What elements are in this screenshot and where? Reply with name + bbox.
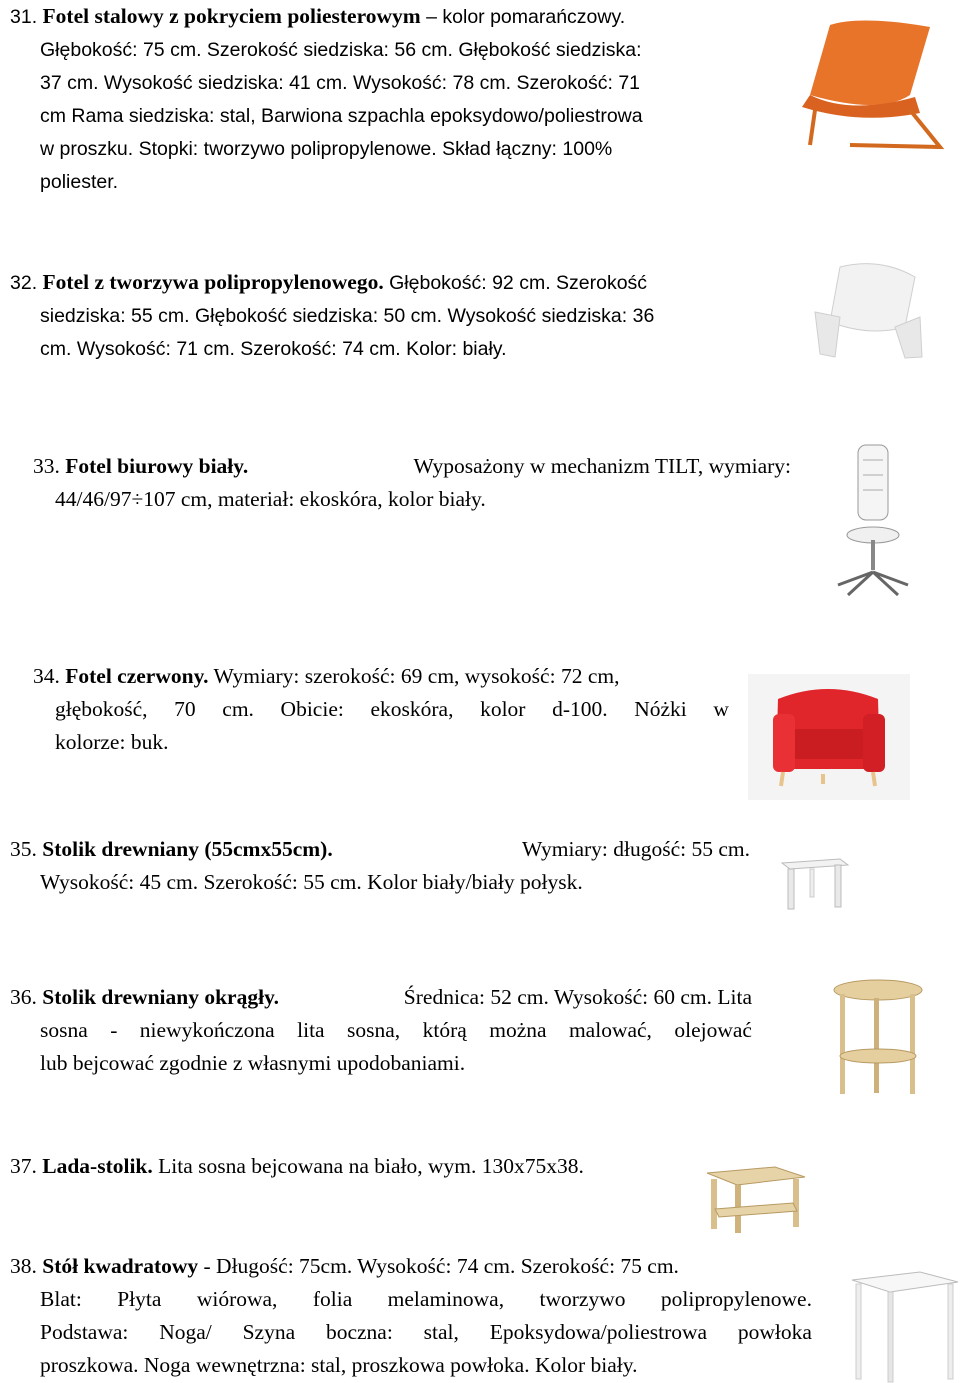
item-31 xyxy=(10,0,770,199)
item-36 xyxy=(10,981,752,1080)
item-number: 38. xyxy=(10,1254,37,1278)
item-34 xyxy=(33,660,729,759)
round-pine-table-image xyxy=(832,978,924,1098)
item-text-line: Wymiary: szerokość: 69 cm, wysokość: 72 cm, xyxy=(213,664,620,688)
item-text-line: lub bejcować zgodnie z własnymi upodobaniami. xyxy=(40,1051,466,1075)
item-32 xyxy=(10,266,790,366)
item-text-line: Podstawa: Noga/ Szyna boczna: stal, Epoksydowa/poliestrowa powłoka xyxy=(40,1320,812,1344)
item-number: 34. xyxy=(33,664,60,688)
item-text-line: siedziska: 55 cm. Głębokość siedziska: 50 cm. Wysokość siedziska: 36 xyxy=(40,305,655,327)
white-office-chair-image xyxy=(828,440,918,600)
item-text-line: kolorze: buk. xyxy=(55,730,169,754)
item-text-line: Wyposażony w mechanizm TILT, wymiary: xyxy=(413,454,791,478)
item-text-line: sosna - niewykończona lita sosna, którą można malować, olejować xyxy=(40,1018,752,1042)
item-title: Stolik drewniany (55cmx55cm). xyxy=(42,837,333,861)
item-text-line: Wymiary: długość: 55 cm. xyxy=(522,837,750,861)
item-33 xyxy=(33,450,791,516)
item-number: 35. xyxy=(10,837,37,861)
white-side-table-image xyxy=(780,855,850,910)
orange-armchair-image xyxy=(790,15,960,150)
item-text-line: w proszku. Stopki: tworzywo polipropylenowe. Skład łączny: 100% xyxy=(40,138,613,160)
item-title: Fotel biurowy biały. xyxy=(65,454,249,478)
item-text-line: Głębokość: 75 cm. Szerokość siedziska: 56 cm. Głębokość siedziska: xyxy=(40,39,642,61)
item-title: Stolik drewniany okrągły. xyxy=(42,985,280,1009)
item-text-line: poliester. xyxy=(40,171,119,193)
item-number: 37. xyxy=(10,1154,37,1178)
item-text-line: głębokość, 70 cm. Obicie: ekoskóra, kolor d-100. Nóżki w xyxy=(55,697,729,721)
item-number: 31. xyxy=(10,6,38,28)
item-number: 32. xyxy=(10,272,38,294)
item-title: Lada-stolik. xyxy=(42,1154,153,1178)
item-text-line: Blat: Płyta wiórowa, folia melaminowa, tworzywo polipropylenowe. xyxy=(40,1287,812,1311)
item-text-line: Średnica: 52 cm. Wysokość: 60 cm. Lita xyxy=(403,985,752,1009)
item-number: 36. xyxy=(10,985,37,1009)
item-37 xyxy=(10,1150,710,1183)
item-35 xyxy=(10,833,750,899)
item-number: 33. xyxy=(33,454,60,478)
red-armchair-image xyxy=(748,674,910,800)
item-text-line: 37 cm. Wysokość siedziska: 41 cm. Wysokość: 78 cm. Szerokość: 71 xyxy=(40,72,641,94)
item-38 xyxy=(10,1250,812,1382)
item-title: Fotel z tworzywa polipropylenowego. xyxy=(42,270,384,294)
item-text-line: Głębokość: 92 cm. Szerokość xyxy=(389,272,648,294)
item-text-line: proszkowa. Noga wewnętrzna: stal, proszkowa powłoka. Kolor biały. xyxy=(40,1353,638,1377)
item-text-line: cm. Wysokość: 71 cm. Szerokość: 74 cm. Kolor: biały. xyxy=(40,338,507,360)
item-title: Stół kwadratowy xyxy=(42,1254,199,1278)
item-text-line: cm Rama siedziska: stal, Barwiona szpachla epoksydowo/poliestrowa xyxy=(40,105,643,127)
pine-coffee-table-image xyxy=(705,1165,807,1235)
item-text-line: 44/46/97÷107 cm, materiał: ekoskóra, kolor biały. xyxy=(55,487,486,511)
white-square-table-image xyxy=(850,1270,960,1383)
item-text-line: – kolor pomarańczowy. xyxy=(426,6,626,28)
item-title: Fotel stalowy z pokryciem poliesterowym xyxy=(42,4,421,28)
item-text-line: Wysokość: 45 cm. Szerokość: 55 cm. Kolor biały/biały połysk. xyxy=(40,870,583,894)
white-plastic-armchair-image xyxy=(810,262,930,362)
item-title: Fotel czerwony. xyxy=(65,664,209,688)
item-text-line: Lita sosna bejcowana na biało, wym. 130x75x38. xyxy=(158,1154,584,1178)
item-text-line: - Długość: 75cm. Wysokość: 74 cm. Szerokość: 75 cm. xyxy=(203,1254,679,1278)
